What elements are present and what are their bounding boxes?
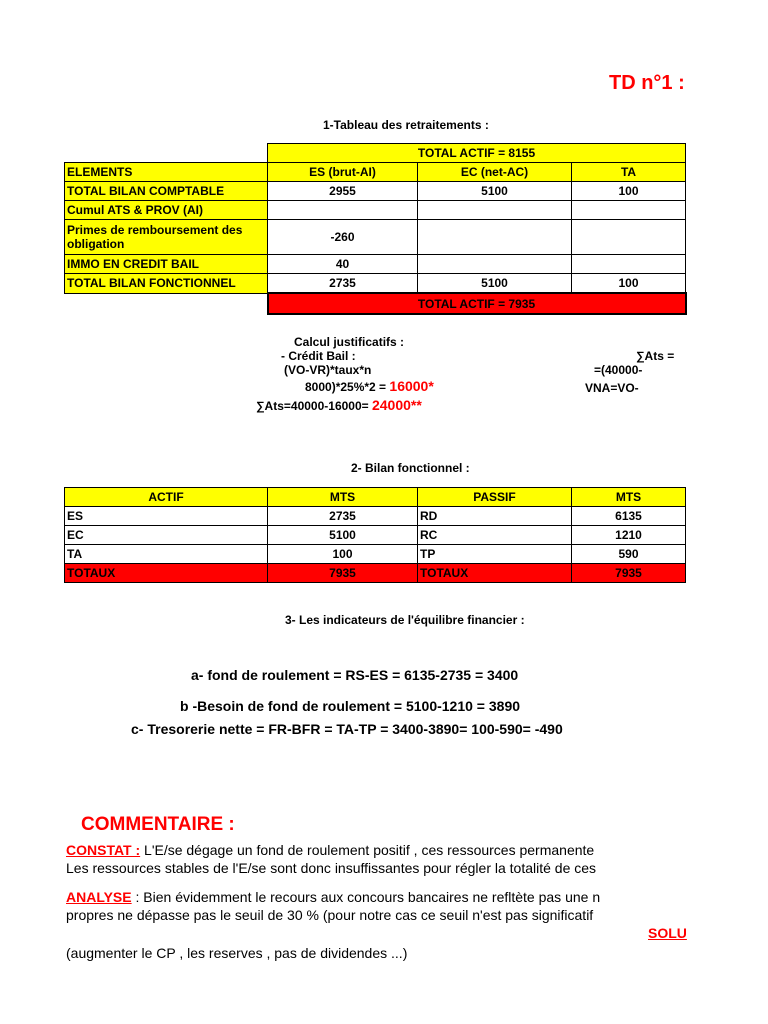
row-label: TP [418,545,572,564]
row-value: 100 [268,545,418,564]
header-ta: TA [572,163,686,182]
row-value: 5100 [418,274,572,294]
row-value: 2955 [268,182,418,201]
constat-text: L'E/se dégage un fond de roulement positif , ces ressources permanente [140,842,595,858]
calc-line4-text: ∑Ats=40000-16000= [256,399,372,413]
solution-label: SOLU [648,925,687,941]
calc-line4-red: 24000** [371,397,422,413]
row-value: 1210 [572,526,686,545]
totaux-value: 7935 [268,564,418,583]
row-value: 40 [268,255,418,274]
totaux-label: TOTAUX [65,564,268,583]
row-label: Primes de remboursement des obligation [65,220,268,255]
calc-line1: - Crédit Bail : [281,349,356,363]
analyse-text: : Bien évidemment le recours aux concours bancaires ne refltète pas une n [131,889,601,905]
indicator-c: c- Tresorerie nette = FR-BFR = TA-TP = 3400-3890= 100-590= -490 [131,721,563,737]
analyse-label: ANALYSE [66,889,132,905]
row-label: EC [65,526,268,545]
last-line: (augmenter le CP , les reserves , pas de dividendes ...) [66,945,408,961]
row-label: Cumul ATS & PROV (AI) [65,201,268,220]
total-actif-top: TOTAL ACTIF = 8155 [268,144,686,163]
row-label: TOTAL BILAN FONCTIONNEL [65,274,268,294]
row-label: IMMO EN CREDIT BAIL [65,255,268,274]
section3-heading: 3- Les indicateurs de l'équilibre financier : [285,613,525,627]
calc-line2: (VO-VR)*taux*n [284,363,372,377]
empty-cell [65,293,268,314]
row-value: -260 [268,220,418,255]
header-actif: ACTIF [65,488,268,507]
constat-label: CONSTAT : [66,842,141,858]
analyse-line1 [66,889,600,905]
calc-line3-right: VNA=VO- [585,381,639,395]
total-actif-bottom: TOTAL ACTIF = 7935 [268,293,686,314]
row-value: 2735 [268,507,418,526]
row-value [418,201,572,220]
totaux-label: TOTAUX [418,564,572,583]
row-label: TA [65,545,268,564]
row-label: TOTAL BILAN COMPTABLE [65,182,268,201]
calc-line1-right: ∑Ats = [636,349,675,363]
constat-line2: Les ressources stables de l'E/se sont donc insuffissantes pour régler la totalité de ces [66,860,597,876]
bilan-fonctionnel-table [64,487,686,583]
row-value: 5100 [418,182,572,201]
calc-line2-right: =(40000- [594,363,643,377]
row-value: 100 [572,274,686,294]
row-value: 2735 [268,274,418,294]
header-passif: PASSIF [418,488,572,507]
header-es: ES (brut-AI) [268,163,418,182]
row-value [572,220,686,255]
calc-line3 [305,378,434,394]
row-value: 6135 [572,507,686,526]
section2-heading: 2- Bilan fonctionnel : [351,461,470,475]
row-label: ES [65,507,268,526]
header-mts: MTS [268,488,418,507]
empty-cell [65,144,268,163]
calc-line3-red: 16000* [389,378,434,394]
row-label: RC [418,526,572,545]
header-ec: EC (net-AC) [418,163,572,182]
indicator-b: b -Besoin de fond de roulement = 5100-1210 = 3890 [180,698,521,714]
section1-heading: 1-Tableau des retraitements : [323,118,489,132]
row-value: 5100 [268,526,418,545]
analyse-line2: propres ne dépasse pas le seuil de 30 % (pour notre cas ce seuil n'est pas significatif [66,907,594,923]
calc-line4 [256,397,422,413]
row-value: 100 [572,182,686,201]
retraitements-table [64,143,687,315]
row-value: 590 [572,545,686,564]
totaux-value: 7935 [572,564,686,583]
row-label: RD [418,507,572,526]
header-elements: ELEMENTS [65,163,268,182]
calc-heading: Calcul justificatifs : [294,335,405,349]
row-value [418,255,572,274]
header-mts: MTS [572,488,686,507]
row-value [418,220,572,255]
calc-line3-text: 8000)*25%*2 = [305,380,390,394]
row-value [572,201,686,220]
constat-line1 [66,842,594,858]
row-value [572,255,686,274]
row-value [268,201,418,220]
page-title: TD n°1 : [609,72,685,94]
indicator-a: a- fond de roulement = RS-ES = 6135-2735 = 3400 [191,667,519,683]
commentaire-title: COMMENTAIRE : [81,814,235,835]
